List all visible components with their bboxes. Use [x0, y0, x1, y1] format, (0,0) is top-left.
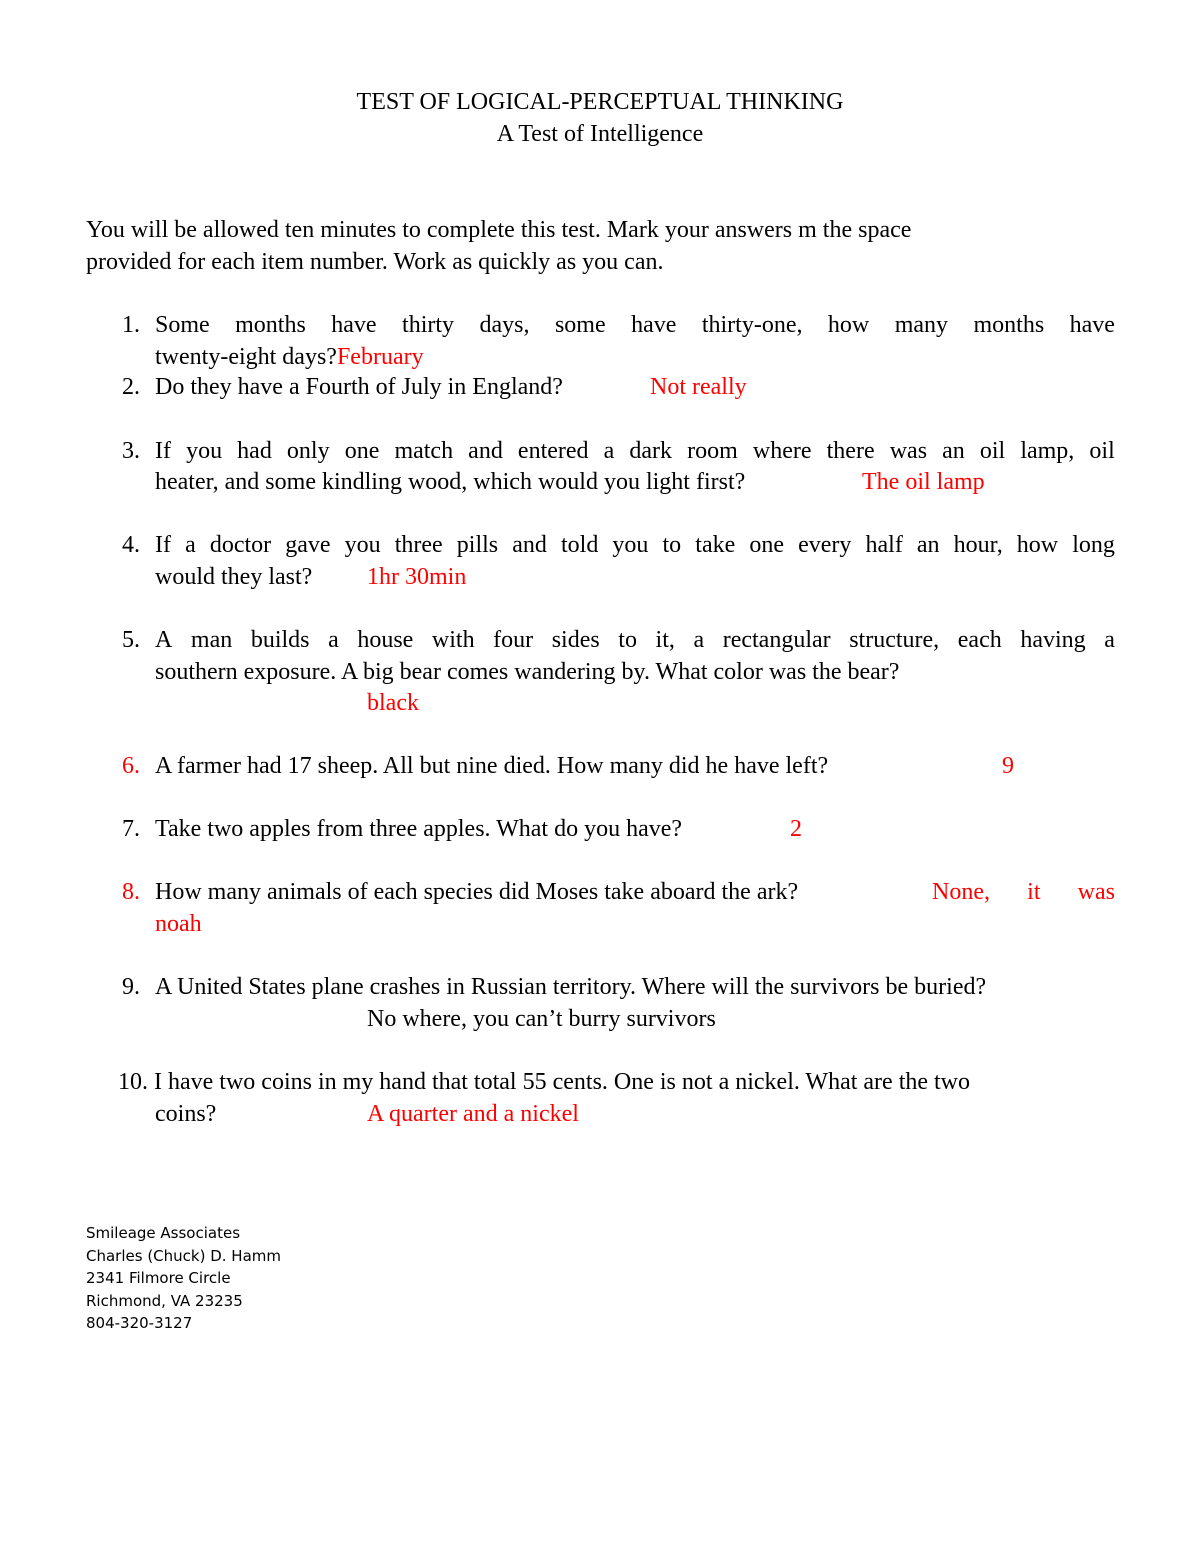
question-5-line-1: [155, 624, 1115, 656]
word: If: [155, 438, 171, 464]
word: told: [560, 532, 599, 558]
word: have: [631, 312, 677, 338]
word: have: [331, 312, 377, 338]
word: months: [235, 312, 306, 338]
word: half: [865, 532, 903, 558]
question-3-line-2: heater, and some kindling wood, which would you light first?: [155, 469, 746, 495]
word: one: [749, 532, 785, 558]
word: one: [344, 438, 380, 464]
document-title: TEST OF LOGICAL-PERCEPTUAL THINKING: [356, 89, 844, 115]
word: dark: [629, 438, 673, 464]
word: had: [237, 438, 272, 464]
word: entered: [517, 438, 589, 464]
word: how: [1016, 532, 1059, 558]
answer-text: February: [336, 344, 424, 370]
question-8-answer: [932, 876, 1115, 908]
word: None,: [932, 879, 990, 905]
question-number: 6.: [122, 753, 140, 779]
word: rectangular: [722, 627, 831, 653]
question-10-line-2: coins?: [155, 1101, 217, 1127]
company-name: Smileage Associates: [86, 1224, 241, 1242]
question-2-answer: Not really: [650, 374, 747, 400]
phone-number: 804-320-3127: [86, 1314, 193, 1332]
word: was: [1077, 879, 1115, 905]
city-state-zip: Richmond, VA 23235: [86, 1291, 243, 1310]
word: If: [155, 532, 171, 558]
question-7-answer: 2: [790, 816, 802, 842]
word: how: [827, 312, 870, 338]
word: thirty: [402, 312, 455, 338]
word: sides: [551, 627, 600, 653]
word: months: [973, 312, 1045, 338]
question-8-text: How many animals of each species did Moses take aboard the ark?: [155, 879, 799, 905]
word: a: [603, 438, 615, 464]
word: and: [468, 438, 503, 464]
word: a: [1104, 627, 1115, 653]
question-6-answer: 9: [1002, 753, 1014, 779]
document-subtitle: A Test of Intelligence: [496, 121, 704, 147]
question-number: 8.: [122, 879, 140, 905]
question-5-answer: black: [367, 690, 419, 716]
word: many: [894, 312, 949, 338]
word: some: [554, 312, 606, 338]
word: you: [344, 532, 381, 558]
word: match: [394, 438, 454, 464]
word: long: [1072, 532, 1115, 558]
word: having: [1020, 627, 1086, 653]
word: days,: [479, 312, 530, 338]
word: there: [826, 438, 875, 464]
word: a: [693, 627, 705, 653]
word: hour,: [953, 532, 1003, 558]
question-text: twenty-eight days?: [155, 344, 337, 370]
question-8-answer-line-2: noah: [155, 911, 202, 937]
word: Some: [155, 312, 210, 338]
intro-line-2: provided for each item number. Work as quickly as you can.: [86, 249, 664, 275]
question-number: 5.: [122, 627, 140, 653]
word: gave: [285, 532, 331, 558]
street-address: 2341 Filmore Circle: [86, 1269, 231, 1287]
word: thirty-one,: [701, 312, 803, 338]
question-number: 4.: [122, 532, 140, 558]
question-10-answer: A quarter and a nickel: [367, 1101, 579, 1127]
question-number: 2.: [122, 374, 140, 400]
word: you: [612, 532, 649, 558]
word: a: [328, 627, 339, 653]
word: where: [752, 438, 812, 464]
word: every: [798, 532, 852, 558]
word: A: [155, 627, 173, 653]
word: was: [889, 438, 928, 464]
question-1-line-1: [155, 309, 1115, 341]
question-9-answer: No where, you can’t burry survivors: [367, 1006, 716, 1032]
word: take: [695, 532, 736, 558]
word: structure,: [849, 627, 940, 653]
word: it: [1027, 879, 1041, 905]
word: have: [1069, 312, 1115, 338]
word: you: [186, 438, 223, 464]
question-10-text: I have two coins in my hand that total 55 cents. One is not a nickel. What are the two: [154, 1069, 971, 1095]
contact-name: Charles (Chuck) D. Hamm: [86, 1246, 281, 1265]
word: pills: [456, 532, 499, 558]
word: four: [493, 627, 534, 653]
contact-block: [86, 1222, 281, 1335]
word: oil: [979, 438, 1006, 464]
word: to: [662, 532, 682, 558]
intro-line-1: You will be allowed ten minutes to complete this test. Mark your answers m the space: [86, 217, 912, 243]
word: three: [394, 532, 443, 558]
word: an: [916, 532, 940, 558]
question-number: 7.: [122, 816, 140, 842]
question-3-answer: The oil lamp: [862, 469, 985, 495]
question-3-line-1: [155, 435, 1115, 467]
word: oil: [1089, 438, 1115, 464]
question-2-text: Do they have a Fourth of July in England?: [155, 374, 563, 400]
word: an: [942, 438, 965, 464]
word: and: [512, 532, 547, 558]
question-6-text: A farmer had 17 sheep. All but nine died. How many did he have left?: [155, 753, 829, 779]
word: house: [357, 627, 414, 653]
question-7-text: Take two apples from three apples. What do you have?: [155, 816, 683, 842]
word: each: [957, 627, 1002, 653]
question-number: 1.: [122, 312, 140, 338]
word: only: [286, 438, 330, 464]
word: it,: [655, 627, 675, 653]
question-4-line-2: would they last?: [155, 564, 313, 590]
word: to: [618, 627, 637, 653]
question-9-text: A United States plane crashes in Russian territory. Where will the survivors be buried?: [155, 974, 987, 1000]
word: room: [687, 438, 738, 464]
question-5-line-2: southern exposure. A big bear comes wandering by. What color was the bear?: [155, 659, 900, 685]
word: a: [185, 532, 196, 558]
question-1-line-2: [155, 341, 424, 373]
word: doctor: [209, 532, 272, 558]
word: man: [190, 627, 233, 653]
question-number: 3.: [122, 438, 140, 464]
word: lamp,: [1020, 438, 1075, 464]
question-number: 9.: [122, 974, 140, 1000]
question-4-answer: 1hr 30min: [367, 564, 467, 590]
question-number: 10.: [118, 1069, 148, 1095]
word: builds: [250, 627, 310, 653]
question-4-line-1: [155, 529, 1115, 561]
word: with: [431, 627, 475, 653]
